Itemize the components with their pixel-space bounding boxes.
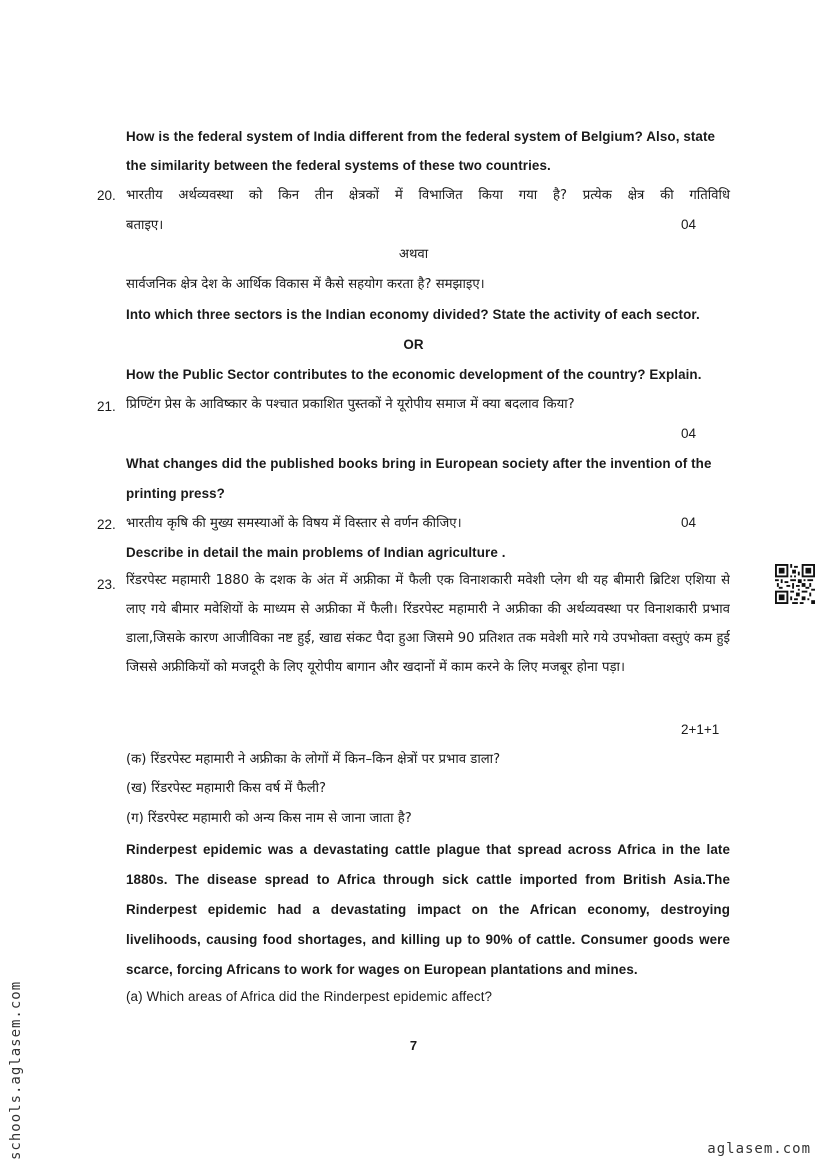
- q22-hindi-line-1: भारतीय कृषि की मुख्य समस्याओं के विषय में विस्तार से वर्णन कीजिए।: [126, 516, 462, 531]
- q22-marks: 04: [681, 515, 697, 530]
- q23-english-sub-a: (a) Which areas of Africa did the Rinderpest epidemic affect?: [126, 989, 493, 1004]
- q23-hindi-sub-a: (क) रिंडरपेस्ट महामारी ने अफ्रीका के लोगों में किन–किन क्षेत्रों पर प्रभाव डाला?: [126, 752, 501, 767]
- q23-number: 23.: [97, 577, 116, 592]
- q22-english-line-1: Describe in detail the main problems of Indian agriculture .: [126, 545, 506, 560]
- page-number: 7: [409, 1038, 418, 1053]
- q19-english-line-2: the similarity between the federal systems of these two countries.: [126, 158, 551, 173]
- q20-hindi-line-1: भारतीय अर्थव्यवस्था को किन तीन क्षेत्रकों में विभाजित किया गया है? प्रत्येक क्षेत्र की गतिविधि: [126, 188, 730, 203]
- q21-english-line-2: printing press?: [126, 486, 225, 501]
- q20-english-question: Into which three sectors is the Indian economy divided? State the activity of each sector.: [126, 307, 700, 322]
- q20-english-alternative: How the Public Sector contributes to the economic development of the country? Explain.: [126, 367, 702, 382]
- side-watermark: schools.aglasem.com: [8, 980, 24, 1160]
- qr-code-icon: [775, 564, 815, 604]
- q23-marks: 2+1+1: [681, 722, 720, 737]
- q20-hindi-alternative: सार्वजनिक क्षेत्र देश के आर्थिक विकास में कैसे सहयोग करता है? समझाइए।: [126, 277, 485, 292]
- bottom-watermark: aglasem.com: [707, 1141, 811, 1157]
- q19-english-line-1: How is the federal system of India different from the federal system of Belgium? Also, state: [126, 129, 716, 144]
- q20-hindi-line-2: बताइए।: [126, 218, 164, 233]
- q21-hindi-line-1: प्रिण्टिंग प्रेस के आविष्कार के पश्चात प्रकाशित पुस्तकों ने यूरोपीय समाज में क्या बदलाव किया?: [126, 397, 575, 412]
- q23-hindi-sub-c: (ग) रिंडरपेस्ट महामारी को अन्य किस नाम से जाना जाता है?: [126, 811, 412, 826]
- q22-number: 22.: [97, 517, 116, 532]
- q23-english-paragraph: Rinderpest epidemic was a devastating cattle plague that spread across Africa in the late 1880s. The disease spread to Africa through sick cattle imported from British Asia.The Rinderpest epidemic had a devastating impact on the African economy, destroying livelihoods, causing food shortages, and killing up to 90% of cattle. Consumer goods were scarce, forcing Africans to work for wages on European plantations and mines.: [126, 842, 730, 977]
- q21-number: 21.: [97, 399, 116, 414]
- q20-english-or: OR: [403, 337, 424, 352]
- q23-hindi-sub-b: (ख) रिंडरपेस्ट महामारी किस वर्ष में फैली?: [126, 781, 326, 796]
- q21-marks: 04: [681, 426, 697, 441]
- q20-number: 20.: [97, 188, 116, 203]
- q21-english-line-1: What changes did the published books bring in European society after the invention of the: [126, 456, 712, 471]
- q20-marks: 04: [681, 217, 697, 232]
- q20-hindi-or: अथवा: [398, 247, 429, 262]
- q23-hindi-paragraph: रिंडरपेस्ट महामारी 1880 के दशक के अंत में अफ्रीका में फैली एक विनाशकारी मवेशी प्लेग थी यह बीमारी ब्रिटिश एशिया से लाए गये बीमार मवेशियों के माध्यम से अफ्रीका में फैली। रिंडरपेस्ट महामारी ने अफ्रीका की अर्थव्यवस्था पर विनाशकारी प्रभाव डाला,जिसके कारण आजीविका नष्ट हुई, खाद्य संकट पैदा हुआ जिसमे 90 प्रतिशत तक मवेशी मारे गये उपभोक्ता वस्तुएं कम हुई जिससे अफ्रीकियों को मजदूरी के लिए यूरोपीय बागान और खदानों में काम करने के लिए मजबूर होना पड़ा।: [126, 573, 730, 675]
